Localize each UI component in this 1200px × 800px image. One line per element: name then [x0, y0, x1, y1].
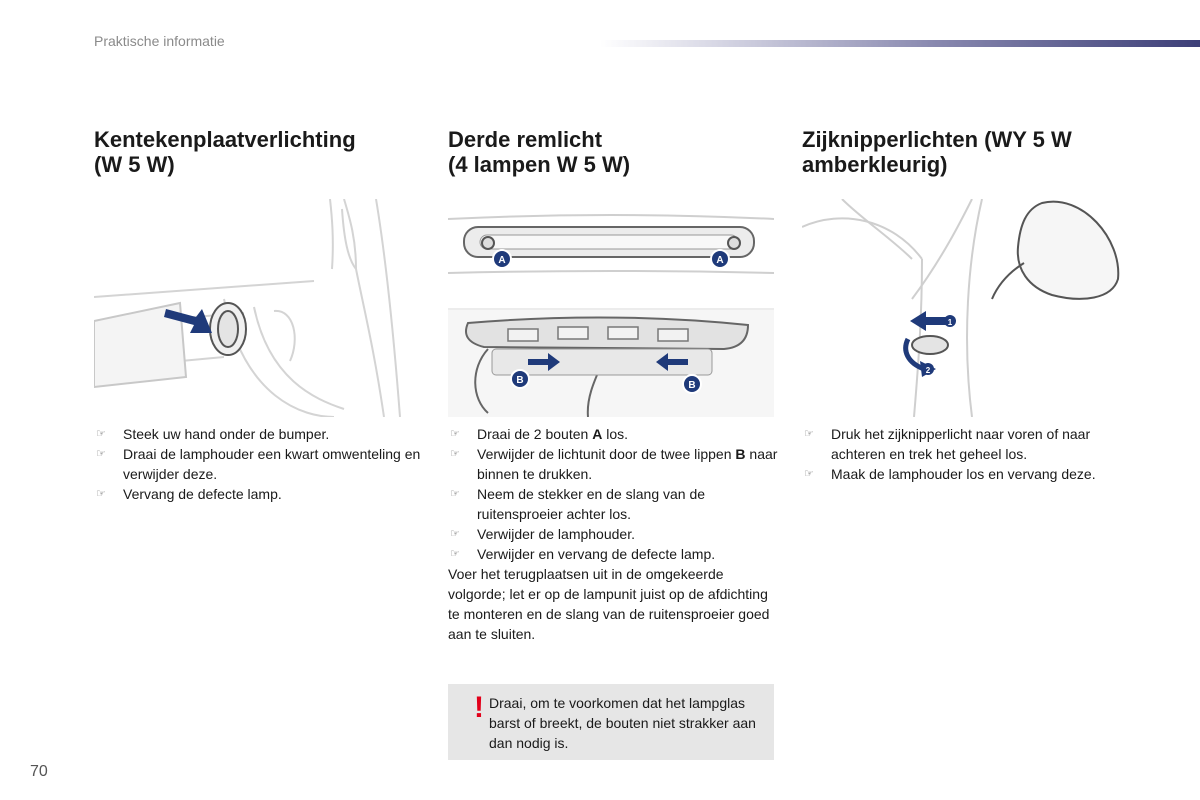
list-item: ☞ Vervang de defecte lamp.	[96, 486, 282, 502]
instruction-text	[802, 424, 1132, 484]
side-indicator-illustration	[802, 199, 1128, 417]
license-plate-light-illustration	[94, 199, 420, 417]
section-title: Zijknipperlichten (WY 5 W amberkleurig)	[802, 127, 1072, 177]
pull-arrow-head	[920, 361, 936, 377]
svg-text:2: 2	[925, 366, 931, 375]
warning-icon: !	[474, 691, 484, 724]
warning-box	[448, 684, 774, 760]
pointing-hand-icon: ☞	[450, 488, 460, 500]
list-item: ☞ Maak de lamphouder los en vervang deze.	[804, 466, 1096, 482]
list-item: ☞ Steek uw hand onder de bumper.	[96, 426, 330, 442]
steps-list	[448, 424, 778, 564]
warning-text: Draai, om te voorkomen dat het lampglas barst of breekt, de bouten niet strakker aan dan nodig is.	[489, 695, 756, 751]
pointing-hand-icon: ☞	[450, 548, 460, 560]
svg-text:A: A	[498, 255, 506, 266]
section-license-plate-light	[94, 127, 421, 502]
pointing-hand-icon: ☞	[96, 448, 106, 460]
pointing-hand-icon: ☞	[450, 428, 460, 440]
svg-text:1: 1	[947, 318, 953, 327]
section-side-indicators	[802, 127, 1128, 482]
reassembly-paragraph: Voer het terugplaatsen uit in de omgekeerde volgorde; let er op de lampunit juist op de afdichting te monteren en de slang van de ruitensproeier goed aan te sluiten.	[448, 566, 770, 642]
section-label: Praktische informatie	[94, 33, 225, 49]
list-item: ☞ Verwijder de lichtunit door de twee lippen B naar binnen te drukken.	[450, 446, 778, 482]
pointing-hand-icon: ☞	[96, 488, 106, 500]
section-title: Kentekenplaatverlichting (W 5 W)	[94, 127, 356, 177]
list-item: ☞ Draai de 2 bouten A los.	[450, 426, 629, 442]
instruction-text	[448, 424, 778, 644]
pointing-hand-icon: ☞	[450, 448, 460, 460]
indicator-lens	[912, 336, 948, 354]
mirror	[992, 202, 1118, 299]
callout-a-right	[711, 250, 729, 268]
callout-b-left	[511, 370, 529, 388]
svg-text:B: B	[516, 375, 524, 386]
section-third-brake-light	[448, 127, 778, 642]
list-item: ☞ Verwijder en vervang de defecte lamp.	[450, 546, 716, 562]
pointing-hand-icon: ☞	[804, 468, 814, 480]
svg-text:A: A	[716, 255, 724, 266]
pointing-hand-icon: ☞	[804, 428, 814, 440]
lamp-holder	[210, 303, 246, 355]
callout-a-left	[493, 250, 511, 268]
instruction-text	[94, 424, 424, 504]
header-gradient-bar	[600, 40, 1200, 47]
svg-text:B: B	[688, 380, 696, 391]
brake-light-illustration	[448, 199, 774, 417]
pointing-hand-icon: ☞	[96, 428, 106, 440]
list-item: ☞ Draai de lamphouder een kwart omwenteling en verwijder deze.	[96, 446, 421, 482]
pointing-hand-icon: ☞	[450, 528, 460, 540]
list-item: ☞ Neem de stekker en de slang van de ruitensproeier achter los.	[450, 486, 706, 522]
page-number: 70	[30, 763, 48, 780]
steps-list	[94, 424, 424, 504]
callout-b-right	[683, 375, 701, 393]
list-item: ☞ Druk het zijknipperlicht naar voren of naar achteren en trek het geheel los.	[804, 426, 1091, 462]
list-item: ☞ Verwijder de lamphouder.	[450, 526, 635, 542]
steps-list	[802, 424, 1132, 484]
arrow-forward-icon	[910, 311, 956, 331]
section-title: Derde remlicht (4 lampen W 5 W)	[448, 127, 631, 177]
